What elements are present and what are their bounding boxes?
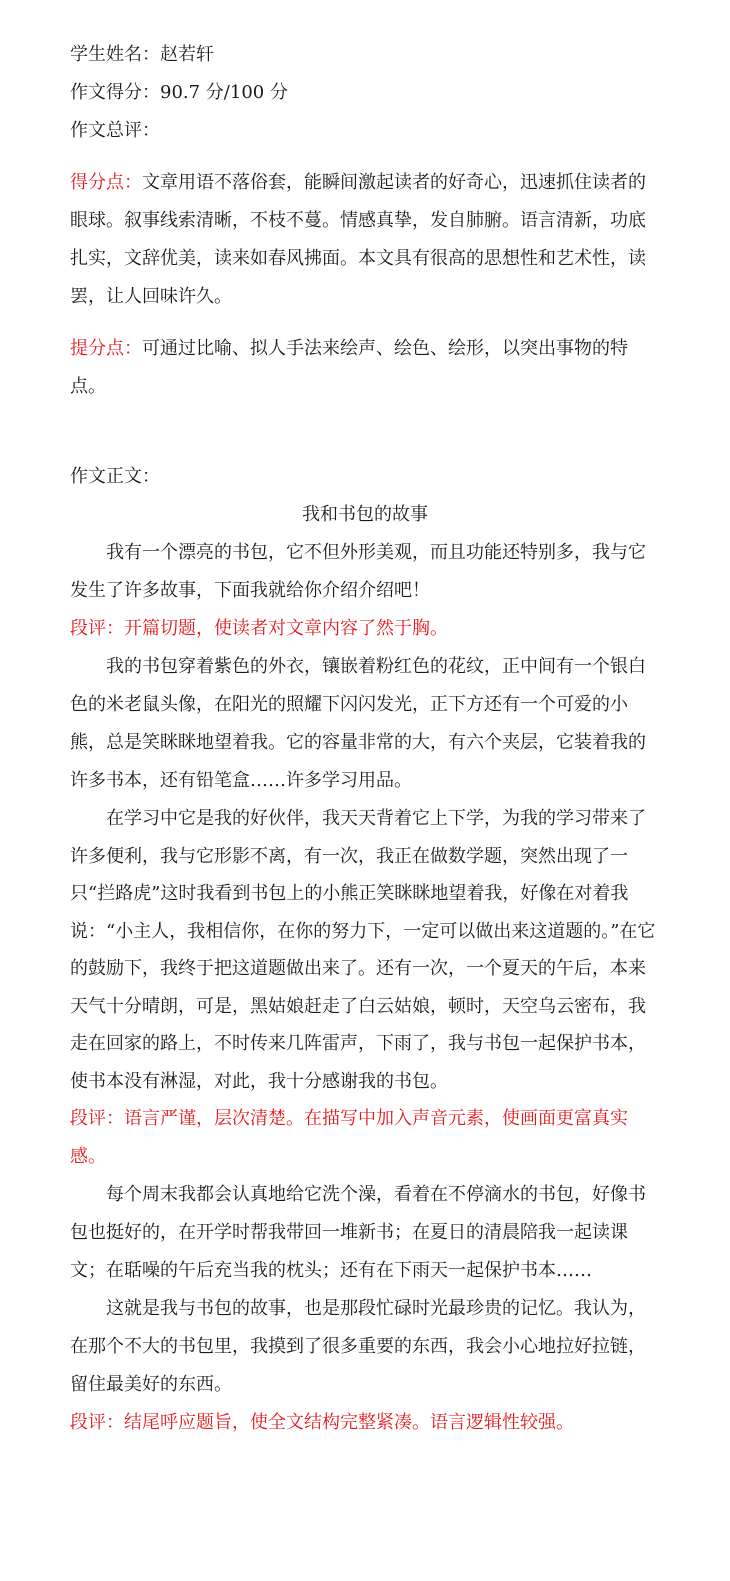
essay-score-value: 90.7 分/100 分 bbox=[160, 82, 288, 103]
essay-report bbox=[70, 36, 660, 1442]
overall-review-label: 作文总评： bbox=[70, 120, 160, 141]
paragraph-comment-1: 段评：开篇切题，使读者对文章内容了然于胸。 bbox=[70, 618, 448, 639]
paragraph-comment-3: 段评：结尾呼应题旨，使全文结构完整紧凑。语言逻辑性较强。 bbox=[70, 1412, 574, 1433]
essay-paragraph-4: 每个周末我都会认真地给它洗个澡，看着在不停滴水的书包，好像书包也挺好的，在开学时帮我带回一堆新书；在夏日的清晨陪我一起读课文；在聒噪的午后充当我的枕头；还有在下雨天一起保护书本…… bbox=[70, 1184, 646, 1281]
essay-paragraph-5: 这就是我与书包的故事，也是那段忙碌时光最珍贵的记忆。我认为，在那个不大的书包里，我摸到了很多重要的东西，我会小心地拉好拉链，留住最美好的东西。 bbox=[70, 1298, 646, 1395]
strengths-label: 得分点： bbox=[70, 172, 142, 193]
improvement-paragraph bbox=[70, 330, 660, 406]
essay-score-label: 作文得分： bbox=[70, 82, 160, 103]
student-name-line bbox=[70, 36, 660, 74]
improvement-label: 提分点： bbox=[70, 338, 142, 359]
strengths-paragraph bbox=[70, 164, 660, 316]
student-name-label: 学生姓名： bbox=[70, 44, 160, 65]
strengths-text: 文章用语不落俗套，能瞬间激起读者的好奇心，迅速抓住读者的眼球。叙事线索清晰，不枝不蔓。情感真挚，发自肺腑。语言清新，功底扎实，文辞优美，读来如春风拂面。本文具有很高的思想性和艺术性，读罢，让人回味许久。 bbox=[70, 172, 646, 307]
student-name-value: 赵若轩 bbox=[160, 44, 214, 65]
essay-title: 我和书包的故事 bbox=[302, 504, 428, 525]
essay-paragraph-2: 我的书包穿着紫色的外衣，镶嵌着粉红色的花纹，正中间有一个银白色的米老鼠头像，在阳光的照耀下闪闪发光，正下方还有一个可爱的小熊，总是笑眯眯地望着我。它的容量非常的大，有六个夹层，它装着我的许多书本，还有铅笔盒……许多学习用品。 bbox=[70, 656, 646, 791]
improvement-text: 可通过比喻、拟人手法来绘声、绘色、绘形，以突出事物的特点。 bbox=[70, 338, 628, 397]
essay-paragraph-3: 在学习中它是我的好伙伴，我天天背着它上下学，为我的学习带来了许多便利，我与它形影不离，有一次，我正在做数学题，突然出现了一只“拦路虎”这时我看到书包上的小熊正笑眯眯地望着我，好像在对着我说：“小主人，我相信你，在你的努力下，一定可以做出来这道题的。”在它的鼓励下，我终于把这道题做出来了。还有一次，一个夏天的午后，本来天气十分晴朗，可是，黑姑娘赶走了白云姑娘，顿时，天空乌云密布，我走在回家的路上，不时传来几阵雷声，下雨了，我与书包一起保护书本，使书本没有淋湿，对此，我十分感谢我的书包。 bbox=[70, 808, 656, 1092]
paragraph-comment-2: 段评：语言严谨，层次清楚。在描写中加入声音元素，使画面更富真实感。 bbox=[70, 1108, 628, 1167]
essay-score-line bbox=[70, 74, 660, 112]
essay-body-label: 作文正文： bbox=[70, 466, 160, 487]
essay-paragraph-1: 我有一个漂亮的书包，它不但外形美观，而且功能还特别多，我与它发生了许多故事，下面我就给你介绍介绍吧！ bbox=[70, 542, 646, 601]
